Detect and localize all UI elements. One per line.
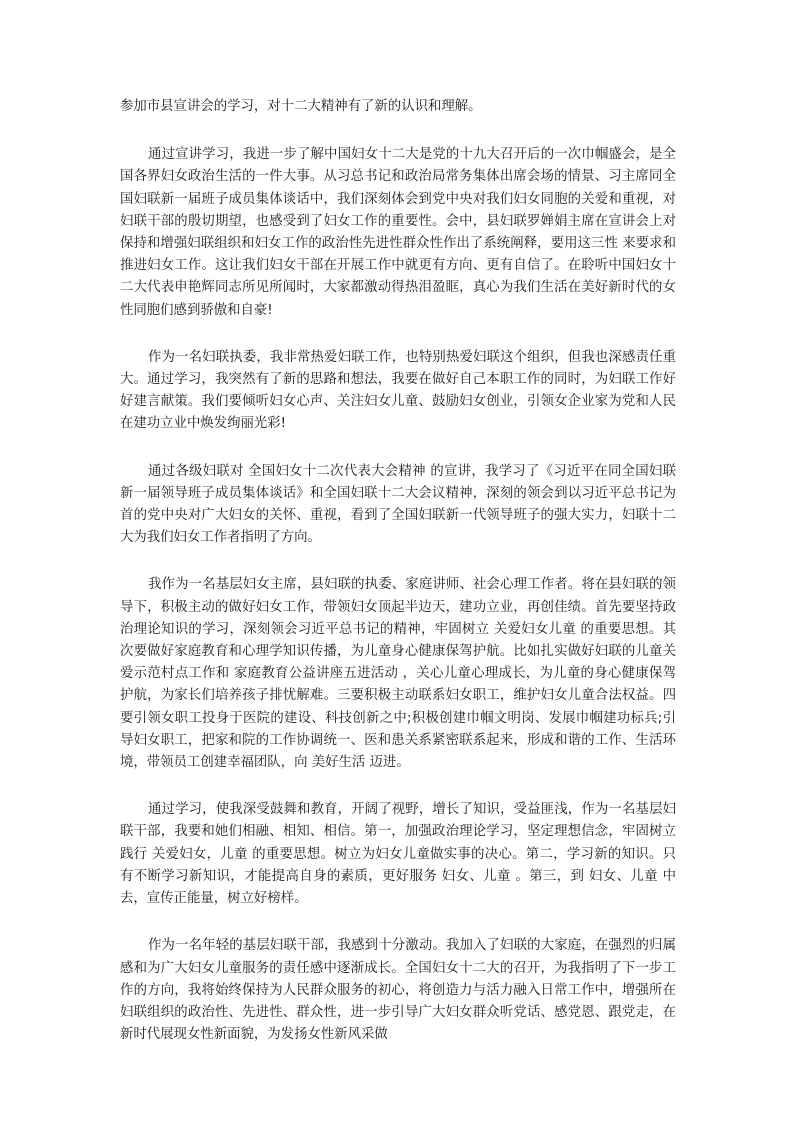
paragraph-5: 我作为一名基层妇女主席，县妇联的执委、家庭讲师、社会心理工作者。将在县妇联的领导下，积极主动的做好妇女工作，带领妇女顶起半边天，建功立业，再创佳绩。首先要坚持政治理论知识的学习，深刻领会习近平总书记的精神，牢固树立 关爱妇女儿童 的重要思想。其次要做好家庭教育和心理学知识传播，为儿童身心健康保驾护航。比如扎实做好妇联的儿童关爱示范村点工作和 家庭教育公益讲座五进活动 ，关心儿童心理成长，为儿童的身心健康保驾护航，为家长们培养孩子排忧解难。三要积极主动联系妇女职工，维护妇女儿童合法权益。四要引领女职工投身于医院的建设、科技创新之中;积极创建巾帼文明岗、发展巾帼建功标兵;引导妇女职工，把家和院的工作协调统一、医和患关系紧密联系起来，形成和谐的工作、生活环境，带领员工创建幸福团队，向 美好生活 迈进。	[120, 577, 676, 771]
document-body	[120, 96, 676, 1071]
paragraph-7: 作为一名年轻的基层妇联干部，我感到十分激动。我加入了妇联的大家庭，在强烈的归属感和为广大妇女儿童服务的责任感中逐渐成长。全国妇女十二大的召开，为我指明了下一步工作的方向，我将始终保持为人民群众服务的初心，将创造力与活力融入日常工作中，增强所在妇联组织的政治性、先进性、群众性，进一步引导广大妇女群众听党话、感党恩、跟党走，在新时代展现女性新面貌，为发扬女性新风采做	[120, 938, 676, 1043]
paragraph-4: 通过各级妇联对 全国妇女十二次代表大会精神 的宣讲，我学习了《习近平在同全国妇联新一届领导班子成员集体谈话》和全国妇联十二大会议精神，深刻的领会到以习近平总书记为首的党中央对广大妇女的关怀、重视，看到了全国妇联新一代领导班子的强大实力，妇联十二大为我们妇女工作者指明了方向。	[120, 463, 676, 546]
paragraph-1: 参加市县宣讲会的学习，对十二大精神有了新的认识和理解。	[120, 99, 482, 114]
paragraph-3: 作为一名妇联执委，我非常热爱妇联工作，也特别热爱妇联这个组织，但我也深感责任重大。通过学习，我突然有了新的思路和想法，我要在做好自己本职工作的同时，为妇联工作好好建言献策。我们要倾听妇女心声、关注妇女儿童、鼓励妇女创业，引领女企业家为党和人民在建功立业中焕发绚丽光彩!	[120, 349, 676, 432]
paragraph-2: 通过宣讲学习，我进一步了解中国妇女十二大是党的十九大召开后的一次巾帼盛会，是全国各界妇女政治生活的一件大事。从习总书记和政治局常务集体出席会场的情景、习主席同全国妇联新一届班子成员集体谈话中，我们深刻体会到党中央对我们妇女同胞的关爱和重视，对妇联干部的殷切期望，也感受到了妇女工作的重要性。会中，县妇联罗婵娟主席在宣讲会上对保持和增强妇联组织和妇女工作的政治性先进性群众性作出了系统阐释，要用这三性 来要求和推进妇女工作。这让我们妇女干部在开展工作中就更有方向、更有自信了。在聆听中国妇女十二大代表申艳辉同志所见所闻时，大家都激动得热泪盈眶，真心为我们生活在美好新时代的女性同胞们感到骄傲和自豪!	[120, 147, 676, 318]
paragraph-6: 通过学习，使我深受鼓舞和教育，开阔了视野，增长了知识，受益匪浅，作为一名基层妇联干部，我要和她们相融、相知、相信。第一，加强政治理论学习，坚定理想信念，牢固树立践行 关爱妇女，儿童 的重要思想。树立为妇女儿童做实事的决心。第二，学习新的知识。只有不断学习新知识，才能提高自身的素质，更好服务 妇女、儿童 。第三，到 妇女、儿童 中去，宣传正能量，树立好榜样。	[120, 802, 676, 907]
